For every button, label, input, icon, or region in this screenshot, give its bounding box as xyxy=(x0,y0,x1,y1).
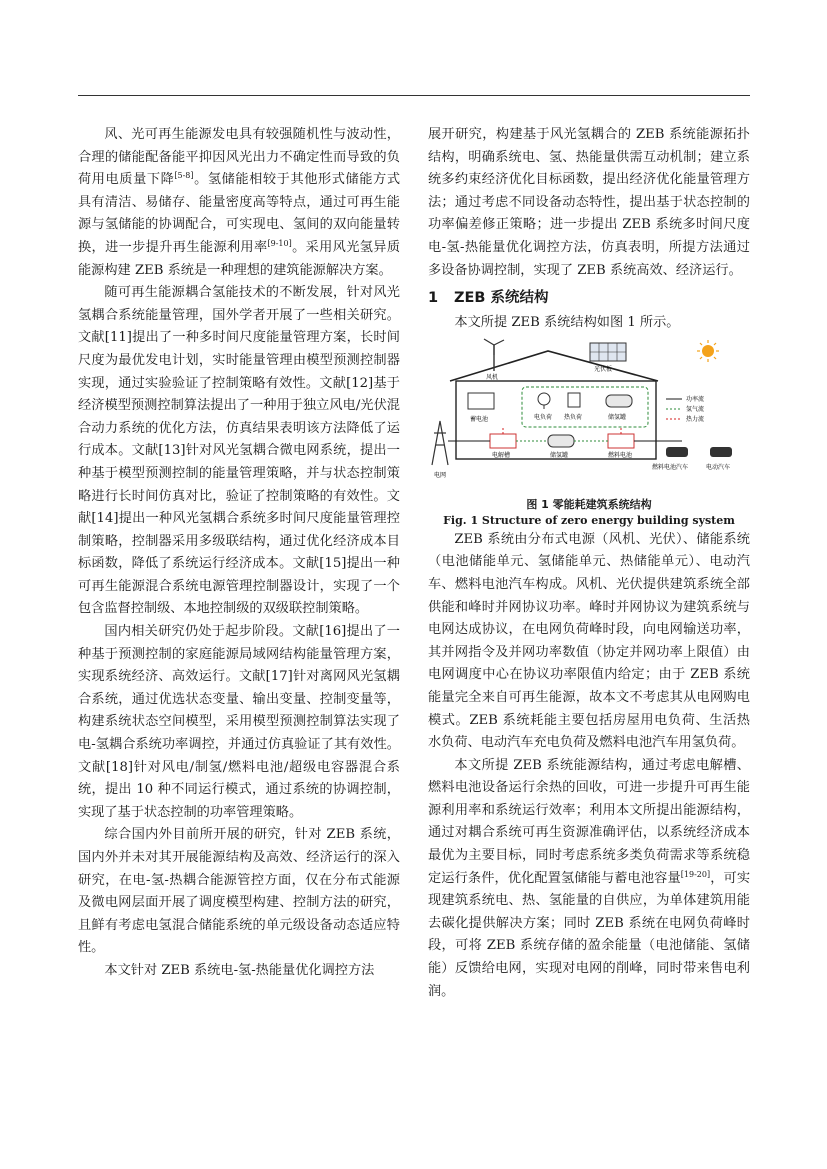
header-rule xyxy=(78,95,750,96)
ev-icon xyxy=(710,447,732,457)
paragraph: 国内相关研究仍处于起步阶段。文献[16]提出了一种基于预测控制的家庭能源局域网结构能量管理方案，实现系统经济、高效运行。文献[17]针对离网风光氢耦合系统，通过优选状态变量、输出变量、控制变量等，构建系统状态空间模型，采用模型预测控制算法实现了电-氢耦合系统功率调控，并通过仿真验证了其有效性。文献[18]针对风电/制氢/燃料电池/超级电容器混合系统，提出 10 种不同运行模式，通过系统的协调控制，实现了基于状态控制的功率管理策略。 xyxy=(78,624,400,820)
grid-label: 电网 xyxy=(434,471,447,479)
paragraph: 综合国内外目前所开展的研究，针对 ZEB 系统，国内外并未对其开展能源结构及高效、经济运行的深入研究，在电-氢-热耦合能源管控方面，仅在分布式能源及微电网层面开展了调度模型构建、控制方法的研究，且鲜有考虑电氢混合储能系统的单元级设备动态适应特性。 xyxy=(78,827,400,956)
lightbulb-icon xyxy=(538,393,550,409)
grid-tower-icon xyxy=(432,421,448,465)
paragraph: 本文所提 ZEB 系统结构如图 1 所示。 xyxy=(454,315,680,331)
text-run: 风、光可再生能源发电具有较强随机性与波动性，合理的储能配备能平抑因风光出力不确定性而导致的负荷用电质量下降 xyxy=(78,127,400,188)
h2-tank-label: 储氢罐 xyxy=(608,413,627,421)
water-heater-icon xyxy=(568,393,580,407)
paragraph xyxy=(428,755,750,1004)
text-run: 本文所提 ZEB 系统能源结构，通过考虑电解槽、燃料电池设备运行余热的回收，可进一步提升可再生能源利用率和系统运行效率；利用本文所提出能源结构，通过对耦合系统可再生资源准确评估，以系统经济成本最优为主要目标，同时考虑系统多类负荷需求等系统稳定运行条件，优化配置氢储能与蓄电池容量 xyxy=(428,757,750,886)
paragraph: 本文针对 ZEB 系统电-氢-热能量优化调控方法 xyxy=(104,962,375,978)
fuel-cell-label: 燃料电池 xyxy=(608,451,633,459)
figure-caption-cn: 图 1 零能耗建筑系统结构 xyxy=(526,497,652,511)
paragraph: 展开研究，构建基于风光氢耦合的 ZEB 系统能源拓扑结构，明确系统电、氢、热能量供需互动机制；建立系统多约束经济优化目标函数，提出经济优化能量管理方法；通过考虑不同设备动态特性，提出基于状态控制的功率偏差修正策略；进一步提出 ZEB 系统多时间尺度电-氢-热能量优化调控方法，仿真表明，所提方法通过多设备协调控制，实现了 ZEB 系统高效、经济运行。 xyxy=(428,127,750,278)
paragraph xyxy=(78,124,400,282)
fcv-label: 燃料电池汽车 xyxy=(652,463,689,471)
citation: [5-8] xyxy=(174,171,194,181)
roof-line xyxy=(450,351,658,381)
text-run: ，可实现建筑系统电、热、氢能量的自供应，为单体建筑用能去碳化提供解决方案；同时 ZEB 系统在电网负荷峰时段，可将 ZEB 系统存储的盈余能量（电池储能、氢储能）反馈给电网，实现对电网的削峰，同时带来售电利润。 xyxy=(428,870,751,999)
left-column xyxy=(78,124,400,983)
paragraph: 随可再生能源耦合氢能技术的不断发展，针对风光氢耦合系统能量管理，国外学者开展了一些相关研究。文献[11]提出了一种多时间尺度能量管理方案，长时间尺度为最优发电计划，实时能量管理由模型预测控制器实现，通过实验验证了控制策略有效性。文献[12]基于经济模型预测控制算法提出了一种用于独立风电/光伏混合动力系统的优化方法，仿真结果表明该方法降低了运行成本。文献[13]针对风光氢耦合微电网系统，提出一种基于模型预测控制的能量管理策略，并与状态控制策略进行长时间仿真对比，验证了控制策略的有效性。文献[14]提出一种风光氢耦合系统多时间尺度能量管理控制策略，控制器采用多级联结构，通过优化经济成本目标函数，降低了系统运行经济成本。文献[15]提出一种可再生能源混合系统电源管理控制器设计，实现了一个包含监督控制级、本地控制级的双级联控制策略。 xyxy=(78,285,400,617)
citation: [19-20] xyxy=(680,869,711,879)
h2-tank-icon xyxy=(606,395,632,407)
pv-label: 光伏板 xyxy=(594,365,613,373)
text-run: 。采用风光氢异质能源构建 ZEB 系统是一种理想的建筑能源解决方案。 xyxy=(78,239,401,278)
sun-icon xyxy=(697,340,719,362)
fuel-cell-icon xyxy=(608,434,634,448)
legend-h2: 氢气流 xyxy=(686,405,705,413)
legend-power: 功率流 xyxy=(686,395,705,403)
paragraph: ZEB 系统由分布式电源（风机、光伏）、储能系统（电池储能单元、氢储能单元、热储能单元）、电动汽车、燃料电池汽车构成。风机、光伏提供建筑系统全部供能和峰时并网协议功率。峰时并网协议为建筑系统与电网达成协议，在电网负荷峰时段，向电网输送功率，其并网指令及并网功率数值（协定并网功率上限值）由电网调度中心在协议功率限值内给定；由于 ZEB 系统能量完全来自可再生能源，故本文不考虑其从电网购电模式。ZEB 系统耗能主要包括房屋用电负荷、生活热水负荷、电动汽车充电负荷及燃料电池汽车用氢负荷。 xyxy=(428,531,750,751)
system-diagram xyxy=(428,337,750,497)
h2-storage-label: 储氢罐 xyxy=(550,451,569,459)
battery-icon xyxy=(468,393,494,409)
h2-storage-icon xyxy=(548,435,574,447)
battery-label: 蓄电池 xyxy=(470,415,489,423)
legend-heat: 热力流 xyxy=(686,415,705,423)
text-run: 。氢储能相较于其他形式储能方式具有清洁、易储存、能量密度高等特点，通过可再生能源与氢储能的协调配合，可实现电、氢间的双向能量转换，进一步提升再生能源利用率 xyxy=(78,172,401,255)
right-column xyxy=(428,124,750,1003)
ev-label: 电动汽车 xyxy=(706,463,731,471)
figure-1 xyxy=(428,337,750,497)
elec-load-label: 电负荷 xyxy=(534,413,553,421)
fcv-icon xyxy=(666,447,688,457)
section-title: ZEB 系统结构 xyxy=(454,290,549,307)
pv-panel-icon xyxy=(590,343,626,361)
electrolyzer-label: 电解槽 xyxy=(492,451,511,459)
figure-caption-en: Fig. 1 Structure of zero energy building system xyxy=(443,513,735,527)
heat-load-label: 热负荷 xyxy=(564,413,583,421)
wind-label: 风机 xyxy=(486,373,499,381)
citation: [9-10] xyxy=(267,238,292,248)
section-number: 1 xyxy=(428,290,439,307)
section-heading xyxy=(428,286,750,310)
electrolyzer-icon xyxy=(490,434,516,448)
